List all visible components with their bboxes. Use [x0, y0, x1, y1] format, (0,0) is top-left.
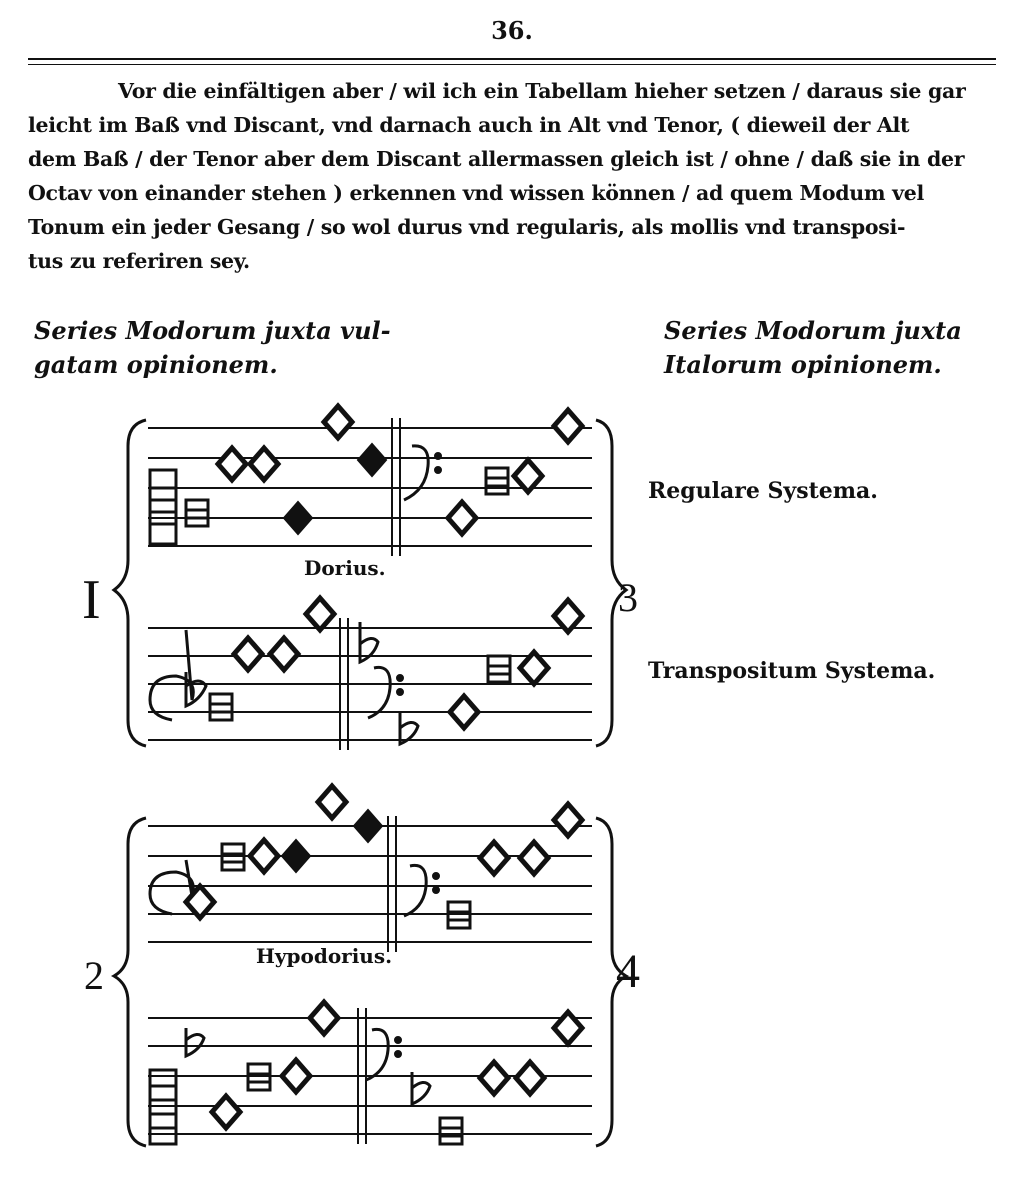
series-left-title: Series Modorum juxta vul- gatam opinionem.	[34, 316, 391, 379]
series-right-title: Series Modorum juxta Italorum opinionem.	[664, 316, 962, 379]
bass-clef-icon	[368, 667, 390, 718]
mode-number-left-1: I	[82, 569, 101, 631]
brace-left-2	[114, 818, 146, 1146]
paragraph-line: Tonum ein jeder Gesang / so wol durus vnd regularis, als mollis vnd transposi-	[28, 215, 906, 239]
hollow-diamond-notes	[186, 406, 582, 1128]
transpositum-systema-label: Transpositum Systema.	[648, 658, 936, 684]
mode-number-left-2: 2	[84, 953, 104, 998]
c-clef-icon	[150, 470, 176, 544]
page-number: 36.	[491, 16, 533, 45]
breve-notes	[186, 468, 510, 1144]
mode-number-right-2: 4	[616, 945, 640, 998]
bass-clef-icon	[366, 1029, 388, 1080]
paragraph-line: Octav von einander stehen ) erkennen vnd wissen können / ad quem Modum vel	[28, 181, 924, 205]
bass-clef-icon	[404, 446, 428, 500]
paragraph-line: dem Baß / der Tenor aber dem Discant allermassen gleich ist / ohne / daß sie in der	[28, 147, 965, 171]
paragraph-line: Vor die einfältigen aber / wil ich ein Tabellam hieher setzen / daraus sie gar	[118, 79, 966, 103]
bass-clef-icon	[404, 865, 426, 916]
paragraph-line: tus zu referiren sey.	[28, 249, 250, 273]
clefs	[150, 446, 441, 1144]
regulare-systema-label: Regulare Systema.	[648, 478, 878, 504]
paragraph-line: leicht im Baß vnd Discant, vnd darnach auch in Alt vnd Tenor, ( dieweil der Alt	[28, 113, 910, 137]
brace-right-2	[596, 818, 626, 1146]
double-barlines	[340, 418, 400, 1144]
mode-number-right-1: 3	[618, 575, 638, 620]
mode-name-hypodorius: Hypodorius.	[256, 944, 393, 968]
brace-right-1	[596, 420, 626, 746]
brace-left-1	[114, 420, 146, 746]
flat-icon	[186, 1028, 204, 1056]
mode-name-dorius: Dorius.	[304, 556, 386, 580]
